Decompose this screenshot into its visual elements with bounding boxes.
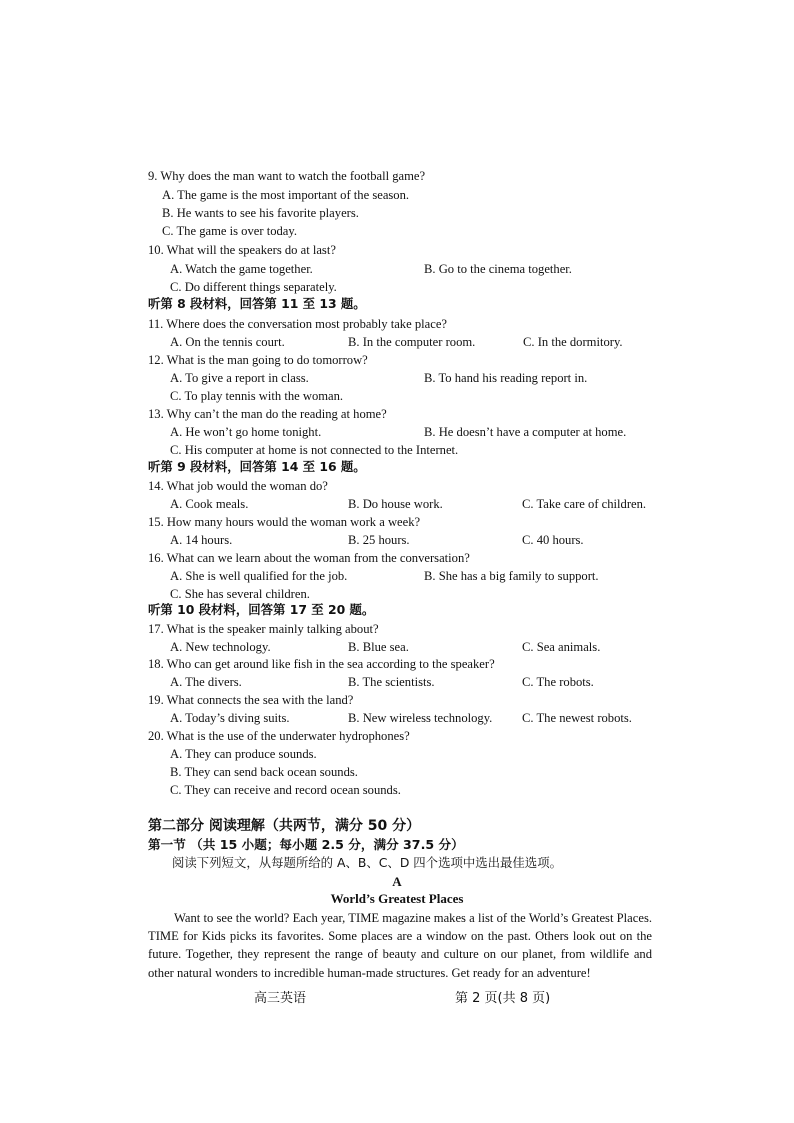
question-18-option-a: A. The divers. <box>170 675 242 689</box>
question-13-option-a: A. He won’t go home tonight. <box>170 425 322 439</box>
question-12-stem: 12. What is the man going to do tomorrow? <box>148 353 368 367</box>
listening-header-10: 听第 10 段材料，回答第 17 至 20 题。 <box>148 602 375 617</box>
question-18-option-b: B. The scientists. <box>348 675 435 689</box>
question-10-option-a: A. Watch the game together. <box>170 262 313 276</box>
question-19-option-a: A. Today’s diving suits. <box>170 711 290 725</box>
question-16-option-c: C. She has several children. <box>170 587 310 601</box>
passage-text: Want to see the world? Each year, TIME magazine makes a list of the World’s Greatest Places. TIME for Kids picks its favorites. Some places are a window on the past. Others look out on the future. Together, they represent the range of beauty and culture on our planet, from wildlife and other natural wonders to incredible human-made structures. Get ready for an adventure! <box>148 911 652 980</box>
question-16-stem: 16. What can we learn about the woman from the conversation? <box>148 551 470 565</box>
question-13-stem: 13. Why can’t the man do the reading at home? <box>148 407 387 421</box>
footer-page-number: 第 2 页(共 8 页) <box>455 991 551 1006</box>
question-9-stem: 9. Why does the man want to watch the football game? <box>148 169 426 183</box>
question-12-option-c: C. To play tennis with the woman. <box>170 389 344 403</box>
section1-title: 第一节 （共 15 小题；每小题 2.5 分，满分 37.5 分） <box>148 837 464 852</box>
question-15-option-a: A. 14 hours. <box>170 533 233 547</box>
question-9-option-c: C. The game is over today. <box>162 224 298 238</box>
question-16-option-b: B. She has a big family to support. <box>424 569 599 583</box>
question-10-stem: 10. What will the speakers do at last? <box>148 243 336 257</box>
question-17-option-b: B. Blue sea. <box>348 640 409 654</box>
question-13-option-c: C. His computer at home is not connected to the Internet. <box>170 443 459 457</box>
question-12-option-b: B. To hand his reading report in. <box>424 371 588 385</box>
question-20-option-c: C. They can receive and record ocean sounds. <box>170 783 401 797</box>
listening-header-9: 听第 9 段材料，回答第 14 至 16 题。 <box>148 459 366 474</box>
question-14-option-b: B. Do house work. <box>348 497 443 511</box>
question-11-option-c: C. In the dormitory. <box>523 335 623 349</box>
question-17-option-c: C. Sea animals. <box>522 640 601 654</box>
question-17-option-a: A. New technology. <box>170 640 271 654</box>
question-11-stem: 11. Where does the conversation most probably take place? <box>148 317 447 331</box>
question-15-option-c: C. 40 hours. <box>522 533 584 547</box>
question-20-option-a: A. They can produce sounds. <box>170 747 317 761</box>
question-10-option-b: B. Go to the cinema together. <box>424 262 572 276</box>
question-15-option-b: B. 25 hours. <box>348 533 410 547</box>
question-14-option-c: C. Take care of children. <box>522 497 647 511</box>
question-12-option-a: A. To give a report in class. <box>170 371 309 385</box>
question-18-option-c: C. The robots. <box>522 675 594 689</box>
question-18-stem: 18. Who can get around like fish in the sea according to the speaker? <box>148 657 495 671</box>
question-11-option-b: B. In the computer room. <box>348 335 476 349</box>
question-13-option-b: B. He doesn’t have a computer at home. <box>424 425 627 439</box>
question-14-stem: 14. What job would the woman do? <box>148 479 328 493</box>
question-9-option-b: B. He wants to see his favorite players. <box>162 206 359 220</box>
footer-subject: 高三英语 <box>254 991 307 1006</box>
question-19-option-b: B. New wireless technology. <box>348 711 493 725</box>
question-14-option-a: A. Cook meals. <box>170 497 249 511</box>
question-15-stem: 15. How many hours would the woman work a week? <box>148 515 421 529</box>
question-16-option-a: A. She is well qualified for the job. <box>170 569 348 583</box>
passage-title: World’s Greatest Places <box>330 891 464 906</box>
question-20-stem: 20. What is the use of the underwater hydrophones? <box>148 729 410 743</box>
part2-title: 第二部分 阅读理解（共两节，满分 50 分） <box>148 818 421 834</box>
question-11-option-a: A. On the tennis court. <box>170 335 285 349</box>
question-17-stem: 17. What is the speaker mainly talking about? <box>148 622 379 636</box>
reading-instruction: 阅读下列短文，从每题所给的 A、B、C、D 四个选项中选出最佳选项。 <box>172 855 562 870</box>
question-20-option-b: B. They can send back ocean sounds. <box>170 765 358 779</box>
question-10-option-c: C. Do different things separately. <box>170 280 337 294</box>
passage-letter: A <box>392 874 402 889</box>
question-19-stem: 19. What connects the sea with the land? <box>148 693 354 707</box>
listening-header-8: 听第 8 段材料，回答第 11 至 13 题。 <box>148 296 366 311</box>
question-9-option-a: A. The game is the most important of the season. <box>162 188 410 202</box>
question-19-option-c: C. The newest robots. <box>522 711 632 725</box>
